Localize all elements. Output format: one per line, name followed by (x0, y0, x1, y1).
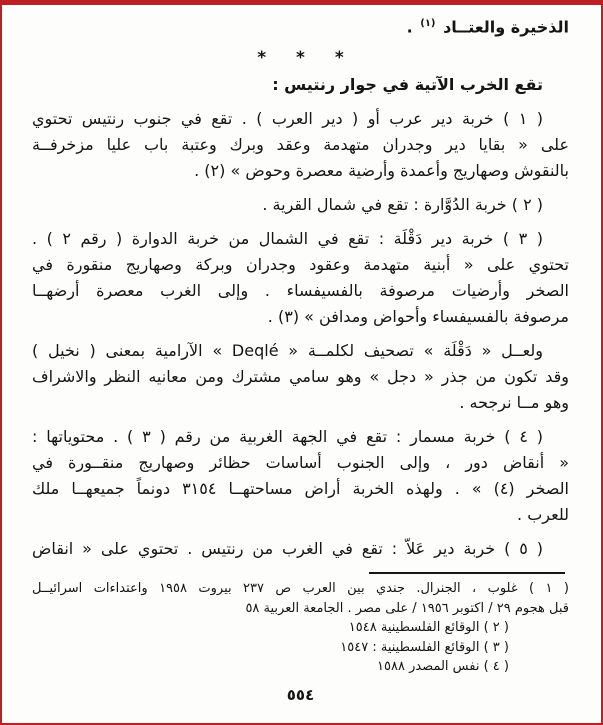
paragraph-khirbet-deir-daqla (32, 226, 569, 330)
section-separator-stars: * * * (257, 48, 356, 69)
page-content (2, 5, 601, 723)
text-line: تحتوي على « أبنية متهدمة وعقود وجدران وبركة وصهاريج منقورة في (32, 255, 569, 275)
header-tail: . (406, 17, 413, 37)
intro-line: تقع الخرب الآتية في جوار رنتيس : (272, 75, 543, 95)
text-line: الصخر وأرضيات مرصوفة بالفسيفساء . وإلى الغرب معصرة أرضهــا (32, 281, 569, 301)
text-line: ( ٢ ) خربة الدُوَّارة : تقع في شمال القرية . (262, 195, 543, 215)
text-line: « أنقاض دور ، وإلى الجنوب أساسات حظائر وصهاريج منقــورة في (32, 453, 569, 473)
footnote-separator-rule (369, 572, 565, 574)
page-number: ٥٥٤ (286, 685, 315, 704)
text-line: على « بقايا دير وجدران متهدمة وعقد وبرك وعتبة باب عليا مزخرفــة (32, 135, 569, 155)
footnote-line: ( ١ ) غلوب ، الجنرال. جندي بين العرب ص ٢٣٧ بيروت ١٩٥٨ واعتداءات اسرائيــل (32, 581, 569, 597)
text-line: ولعــل « دَقْلَة » تصحيف لكلمــة « Deqlé » الآرامية بمعنى ( نخيل ) (32, 341, 543, 361)
paragraph-khirbet-dawwara (32, 192, 569, 218)
paragraph-khirbet-deir-arab (32, 106, 569, 184)
paragraph-khirbet-deir-alla (32, 536, 569, 562)
text-line: بالنقوش وصهاريج وأعمدة وأرضية معصرة وحوض » (٢) . (194, 161, 569, 181)
text-line: ( ٤ ) خربة مسمار : تقع في الجهة الغربية من رقم ( ٣ ) . محتوياتها : (32, 427, 544, 447)
footnote-line: ( ٣ ) الوقائع الفلسطينية : ١٥٤٧ (340, 639, 509, 655)
text-line: ( ١ ) خربة دير عرب أو ( دير العرب ) . تقع في جنوب رنتيس تحتوي (32, 109, 543, 129)
text-line: الصخر (٤) » . ولهذه الخربة أراض مساحتهــا ٣١٥٤ دونماً جميعهــا ملك (32, 479, 569, 499)
text-line: وقد تكون من جذر « دجل » وهو سامي مشترك ومن معانيه النظر والاشراف (32, 367, 569, 387)
text-line: وهو مــا نرجحه . (459, 393, 569, 413)
footnote-line: قبل هجوم ٢٩ / اكتوبر ١٩٥٦ / على مصر . الجامعة العربية ٥٨ (245, 600, 569, 616)
paragraph-deqle-etymology (32, 338, 569, 416)
header-text: الذخيرة والعتــاد (443, 17, 569, 37)
footnote-ref-marker: (١) (420, 18, 436, 29)
text-line: للعرب . (517, 505, 569, 525)
footnote-line: ( ٤ ) نفس المصدر ١٥٨٨ (377, 659, 509, 675)
running-header-line (32, 11, 569, 40)
footnotes-block (32, 579, 569, 677)
paragraph-khirbet-mismar (32, 424, 569, 528)
text-line: ( ٣ ) خربة دير دَقْلَة : تقع في الشمال من خربة الدوارة ( رقم ٢ ) . (32, 229, 544, 249)
text-line: ( ٥ ) خربة دير عَلاّ : تقع في الغرب من رنتيس . تحتوي على « انقاض (32, 539, 544, 559)
footnote-line: ( ٢ ) الوقائع الفلسطينية ١٥٤٨ (348, 620, 509, 636)
text-line: مرصوفة بالفسيفساء وأحواض ومدافن » (٣) . (267, 307, 569, 327)
